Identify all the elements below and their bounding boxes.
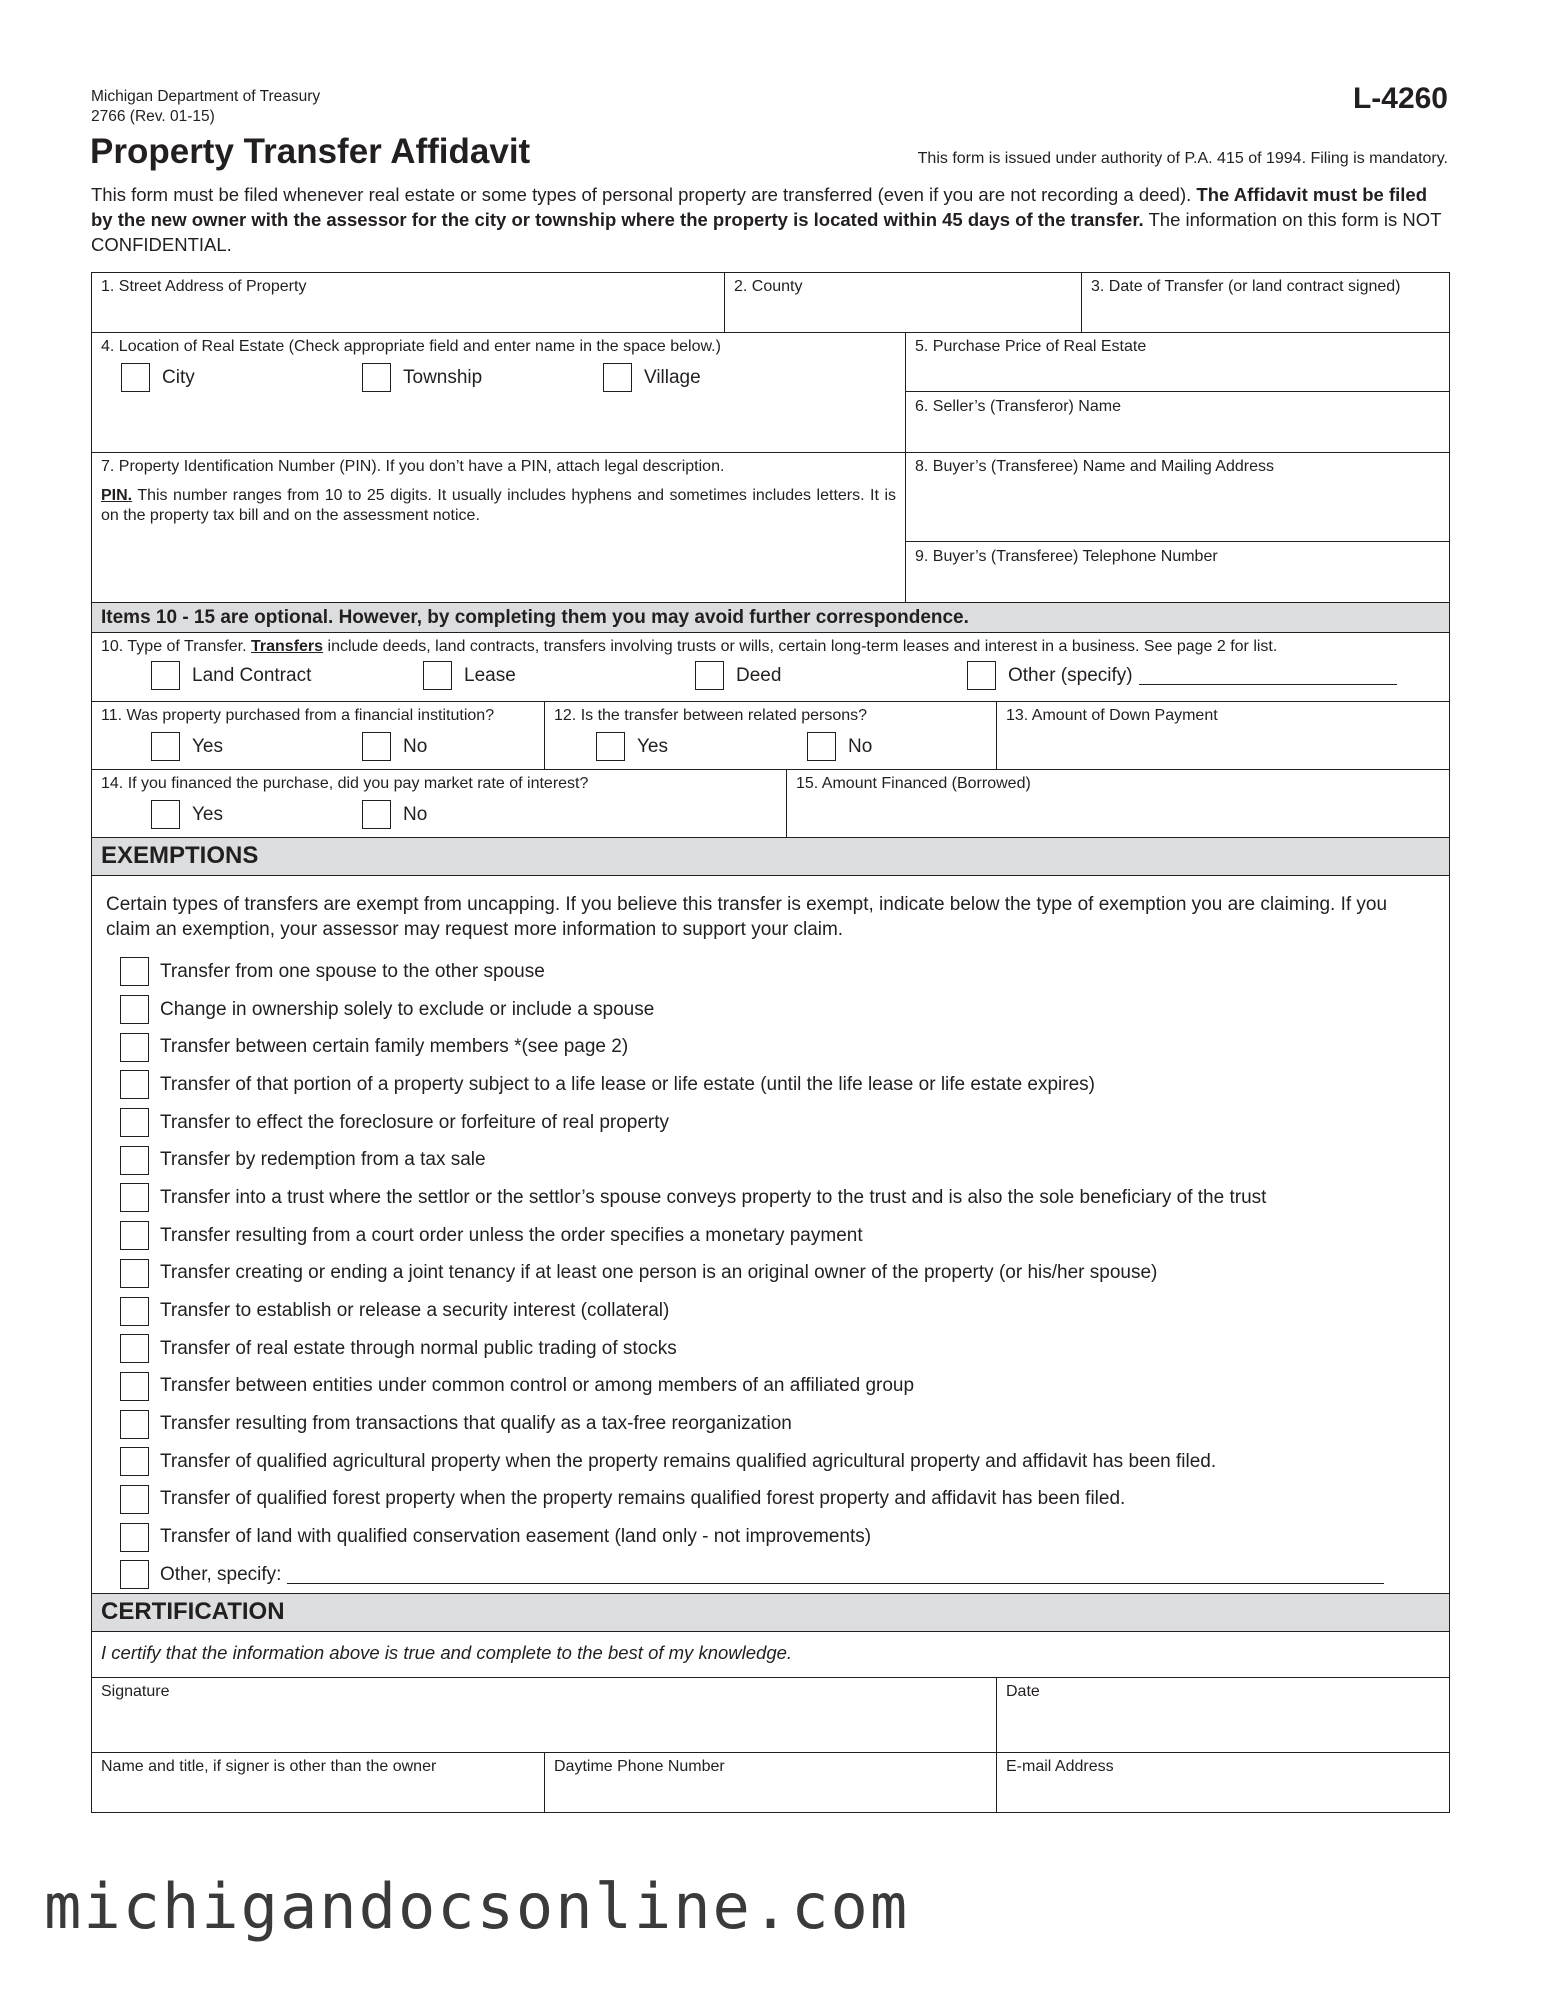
field-date[interactable] bbox=[996, 1678, 1449, 1752]
location-city-option[interactable] bbox=[121, 363, 195, 392]
exemption-agricultural[interactable] bbox=[120, 1443, 1384, 1481]
exemption-label: Transfer of qualified forest property when the property remains qualified forest property and affidavit has been filed. bbox=[160, 1488, 1126, 1510]
exemption-label: Transfer resulting from a court order unless the order specifies a monetary payment bbox=[160, 1224, 863, 1246]
row-financial-related-down bbox=[92, 702, 1449, 770]
deed-checkbox[interactable] bbox=[695, 661, 724, 690]
field-signature[interactable] bbox=[92, 1678, 996, 1752]
form-title: Property Transfer Affidavit bbox=[90, 132, 531, 171]
financial-institution-label: 11. Was property purchased from a financial institution? bbox=[101, 707, 495, 724]
signer-name-title-label: Name and title, if signer is other than the owner bbox=[101, 1758, 437, 1775]
certification-statement: I certify that the information above is true and complete to the best of my knowledge. bbox=[101, 1642, 793, 1663]
township-checkbox[interactable] bbox=[362, 363, 391, 392]
financial-no-label: No bbox=[403, 735, 428, 757]
pin-description bbox=[101, 486, 896, 526]
daytime-phone-label: Daytime Phone Number bbox=[554, 1758, 725, 1775]
exemption-trust[interactable] bbox=[120, 1179, 1384, 1217]
field-email[interactable] bbox=[996, 1753, 1449, 1812]
exemption-checkbox[interactable] bbox=[120, 1410, 149, 1439]
related-yes-checkbox[interactable] bbox=[596, 732, 625, 761]
certification-header bbox=[92, 1594, 1449, 1632]
exemption-label: Transfer from one spouse to the other spouse bbox=[160, 960, 545, 982]
pin-label: 7. Property Identification Number (PIN). If you don’t have a PIN, attach legal description. bbox=[101, 458, 725, 475]
purchase-price-label: 5. Purchase Price of Real Estate bbox=[915, 338, 1147, 355]
interest-no-label: No bbox=[403, 803, 428, 825]
city-label: City bbox=[162, 366, 195, 388]
exemption-label: Transfer by redemption from a tax sale bbox=[160, 1149, 486, 1171]
county-label: 2. County bbox=[734, 278, 803, 295]
field-purchase-price[interactable] bbox=[906, 333, 1449, 392]
exemption-checkbox[interactable] bbox=[120, 1297, 149, 1326]
exemption-checkbox[interactable] bbox=[120, 1523, 149, 1552]
pin-term: PIN. bbox=[101, 487, 133, 504]
field-market-interest bbox=[92, 770, 786, 837]
certification-statement-row bbox=[92, 1632, 1449, 1678]
other-transfer-label: Other (specify) bbox=[1008, 664, 1133, 686]
exemption-checkbox[interactable] bbox=[120, 1221, 149, 1250]
city-checkbox[interactable] bbox=[121, 363, 150, 392]
deed-label: Deed bbox=[736, 664, 782, 686]
other-transfer-specify-line[interactable] bbox=[1139, 666, 1397, 685]
field-buyer-name-address[interactable] bbox=[906, 453, 1449, 542]
exemption-spouse-ownership[interactable] bbox=[120, 991, 1384, 1029]
buyer-phone-label: 9. Buyer’s (Transferee) Telephone Number bbox=[915, 548, 1218, 565]
exemption-checkbox[interactable] bbox=[120, 1372, 149, 1401]
exemption-checkbox[interactable] bbox=[120, 1485, 149, 1514]
lease-checkbox[interactable] bbox=[423, 661, 452, 690]
field-daytime-phone[interactable] bbox=[544, 1753, 996, 1812]
financial-no-checkbox[interactable] bbox=[362, 732, 391, 761]
exemption-label: Transfer between entities under common control or among members of an affiliated group bbox=[160, 1375, 915, 1397]
down-payment-label: 13. Amount of Down Payment bbox=[1006, 707, 1218, 724]
optional-banner bbox=[92, 603, 1449, 633]
exemption-other-specify-line[interactable] bbox=[287, 1565, 1384, 1584]
land-contract-checkbox[interactable] bbox=[151, 661, 180, 690]
exemption-label: Transfer to effect the foreclosure or forfeiture of real property bbox=[160, 1111, 670, 1133]
financial-yes-option[interactable] bbox=[151, 732, 223, 761]
exemption-checkbox[interactable] bbox=[120, 1447, 149, 1476]
row-interest-financed bbox=[92, 770, 1449, 838]
related-yes-label: Yes bbox=[637, 735, 668, 757]
field-related-persons bbox=[544, 702, 996, 769]
field-pin[interactable] bbox=[92, 453, 905, 602]
field-county[interactable] bbox=[724, 273, 1081, 332]
exemption-spouse-transfer[interactable] bbox=[120, 953, 1384, 991]
exemptions-intro: Certain types of transfers are exempt from uncapping. If you believe this transfer is exempt, indicate below the type of exemption you are claiming. If you claim an exemption, your assessor may request more information to support your claim. bbox=[106, 894, 1388, 940]
transfer-other-option[interactable] bbox=[967, 661, 1397, 690]
intro-paragraph bbox=[91, 182, 1449, 257]
related-no-checkbox[interactable] bbox=[807, 732, 836, 761]
exemption-checkbox[interactable] bbox=[120, 1146, 149, 1175]
exemption-label: Transfer of real estate through normal public trading of stocks bbox=[160, 1337, 677, 1359]
email-label: E-mail Address bbox=[1006, 1758, 1114, 1775]
field-location bbox=[92, 333, 905, 452]
other-transfer-checkbox[interactable] bbox=[967, 661, 996, 690]
row-name-phone-email bbox=[92, 1753, 1449, 1813]
transfer-type-bold: Transfers bbox=[251, 638, 324, 655]
financial-no-option[interactable] bbox=[362, 732, 427, 761]
price-seller-column bbox=[905, 333, 1449, 452]
land-contract-label: Land Contract bbox=[192, 664, 312, 686]
site-watermark: michigandocsonline.com bbox=[44, 1870, 910, 1943]
location-village-option[interactable] bbox=[603, 363, 701, 392]
department-name: Michigan Department of Treasury bbox=[91, 88, 321, 105]
signature-label: Signature bbox=[101, 1683, 170, 1700]
street-address-label: 1. Street Address of Property bbox=[101, 278, 307, 295]
exemption-label: Transfer of that portion of a property subject to a life lease or life estate (until the life lease or life estate expires) bbox=[160, 1073, 1095, 1095]
lease-label: Lease bbox=[464, 664, 516, 686]
transfer-date-label: 3. Date of Transfer (or land contract signed) bbox=[1091, 278, 1401, 295]
exemptions-list bbox=[120, 953, 1384, 1594]
intro-text-bold: The Affidavit must be filed by the new owner with the assessor for the city or township where the property is located within 45 days of the transfer. bbox=[91, 184, 1428, 230]
field-down-payment[interactable] bbox=[996, 702, 1449, 769]
buyer-name-label: 8. Buyer’s (Transferee) Name and Mailing Address bbox=[915, 458, 1274, 475]
village-label: Village bbox=[644, 366, 701, 388]
transfer-land-contract-option[interactable] bbox=[151, 661, 311, 690]
exemptions-header bbox=[92, 838, 1449, 876]
interest-yes-label: Yes bbox=[192, 803, 223, 825]
form-revision: 2766 (Rev. 01-15) bbox=[91, 108, 215, 125]
interest-no-option[interactable] bbox=[362, 800, 427, 829]
exemption-label: Transfer to establish or release a security interest (collateral) bbox=[160, 1300, 670, 1322]
row-location-price-seller bbox=[92, 333, 1449, 453]
exemption-label: Transfer of land with qualified conservation easement (land only - not improvements) bbox=[160, 1526, 872, 1548]
row-address-county-date bbox=[92, 273, 1449, 333]
related-no-option[interactable] bbox=[807, 732, 872, 761]
exemption-tax-free-reorg[interactable] bbox=[120, 1405, 1384, 1443]
field-amount-financed[interactable] bbox=[786, 770, 1449, 837]
exemption-checkbox[interactable] bbox=[120, 1183, 149, 1212]
seller-name-label: 6. Seller’s (Transferor) Name bbox=[915, 398, 1121, 415]
exemption-label: Transfer of qualified agricultural property when the property remains qualified agricultural property and affidavit has been filed. bbox=[160, 1450, 1217, 1472]
exemption-conservation-easement[interactable] bbox=[120, 1518, 1384, 1556]
field-transfer-date[interactable] bbox=[1081, 273, 1449, 332]
transfer-deed-option[interactable] bbox=[695, 661, 781, 690]
amount-financed-label: 15. Amount Financed (Borrowed) bbox=[796, 775, 1031, 792]
related-yes-option[interactable] bbox=[596, 732, 668, 761]
pin-help-text: This number ranges from 10 to 25 digits. It usually includes hyphens and sometimes includes letters. It is on the property tax bill and on the assessment notice. bbox=[101, 487, 896, 524]
exemption-checkbox[interactable] bbox=[120, 1070, 149, 1099]
authority-note: This form is issued under authority of P.A. 415 of 1994. Filing is mandatory. bbox=[917, 150, 1448, 167]
field-financial-institution bbox=[92, 702, 544, 769]
exemptions-title: EXEMPTIONS bbox=[101, 842, 259, 869]
exemptions-body bbox=[92, 876, 1449, 1594]
exemption-checkbox[interactable] bbox=[120, 995, 149, 1024]
exemption-label: Change in ownership solely to exclude or include a spouse bbox=[160, 998, 655, 1020]
exemption-checkbox[interactable] bbox=[120, 1033, 149, 1062]
intro-text-3: The information on this form is NOT CONFIDENTIAL. bbox=[91, 209, 1442, 255]
exemption-label: Transfer between certain family members *(see page 2) bbox=[160, 1036, 629, 1058]
exemption-tax-sale-redemption[interactable] bbox=[120, 1141, 1384, 1179]
exemption-stock-trading[interactable] bbox=[120, 1330, 1384, 1368]
financial-yes-label: Yes bbox=[192, 735, 223, 757]
location-label: 4. Location of Real Estate (Check appropriate field and enter name in the space below.) bbox=[101, 338, 721, 355]
field-transfer-type bbox=[92, 633, 1449, 701]
exemption-foreclosure[interactable] bbox=[120, 1104, 1384, 1142]
financial-yes-checkbox[interactable] bbox=[151, 732, 180, 761]
exemption-joint-tenancy[interactable] bbox=[120, 1255, 1384, 1293]
exemption-other[interactable] bbox=[120, 1556, 1384, 1594]
exemption-common-control[interactable] bbox=[120, 1368, 1384, 1406]
property-transfer-form bbox=[91, 272, 1450, 1813]
form-number: L-4260 bbox=[1352, 82, 1448, 115]
exemption-checkbox[interactable] bbox=[120, 1259, 149, 1288]
date-label: Date bbox=[1006, 1683, 1040, 1700]
exemption-court-order[interactable] bbox=[120, 1217, 1384, 1255]
exemption-checkbox[interactable] bbox=[120, 1108, 149, 1137]
exemption-label: Transfer resulting from transactions that qualify as a tax-free reorganization bbox=[160, 1413, 792, 1435]
field-buyer-phone[interactable] bbox=[906, 543, 1449, 602]
certification-title: CERTIFICATION bbox=[101, 1598, 285, 1625]
village-checkbox[interactable] bbox=[603, 363, 632, 392]
related-no-label: No bbox=[848, 735, 873, 757]
exemption-forest[interactable] bbox=[120, 1481, 1384, 1519]
row-transfer-type bbox=[92, 633, 1449, 702]
transfer-type-prefix: 10. Type of Transfer. bbox=[101, 638, 252, 655]
row-pin-buyer bbox=[92, 453, 1449, 603]
exemption-label: Other, specify: bbox=[160, 1563, 282, 1585]
related-persons-label: 12. Is the transfer between related persons? bbox=[554, 707, 868, 724]
row-signature-date bbox=[92, 1678, 1449, 1753]
exemption-checkbox[interactable] bbox=[120, 1560, 149, 1589]
exemption-security-interest[interactable] bbox=[120, 1292, 1384, 1330]
interest-no-checkbox[interactable] bbox=[362, 800, 391, 829]
field-signer-name-title[interactable] bbox=[92, 1753, 544, 1812]
exemption-life-lease[interactable] bbox=[120, 1066, 1384, 1104]
transfer-type-label bbox=[101, 637, 1440, 657]
intro-text-1: This form must be filed whenever real estate or some types of personal property are transferred (even if you are not recording a deed). bbox=[91, 184, 1197, 205]
transfer-lease-option[interactable] bbox=[423, 661, 516, 690]
buyer-column bbox=[905, 453, 1449, 602]
exemption-checkbox[interactable] bbox=[120, 1334, 149, 1363]
transfer-type-suffix: include deeds, land contracts, transfers involving trusts or wills, certain long-term leases and interest in a business. See page 2 for list. bbox=[323, 638, 1278, 655]
interest-yes-option[interactable] bbox=[151, 800, 223, 829]
township-label: Township bbox=[403, 366, 483, 388]
interest-yes-checkbox[interactable] bbox=[151, 800, 180, 829]
field-street-address[interactable] bbox=[92, 273, 724, 332]
location-township-option[interactable] bbox=[362, 363, 482, 392]
exemption-label: Transfer into a trust where the settlor or the settlor’s spouse conveys property to the trust and is also the sole beneficiary of the trust bbox=[160, 1186, 1267, 1208]
exemption-checkbox[interactable] bbox=[120, 957, 149, 986]
optional-banner-text: Items 10 - 15 are optional. However, by completing them you may avoid further correspondence. bbox=[101, 607, 969, 628]
market-interest-label: 14. If you financed the purchase, did you pay market rate of interest? bbox=[101, 775, 589, 792]
exemption-family-members[interactable] bbox=[120, 1028, 1384, 1066]
exemption-label: Transfer creating or ending a joint tenancy if at least one person is an original owner of the property (or his/her spouse) bbox=[160, 1262, 1158, 1284]
field-seller-name[interactable] bbox=[906, 393, 1449, 452]
